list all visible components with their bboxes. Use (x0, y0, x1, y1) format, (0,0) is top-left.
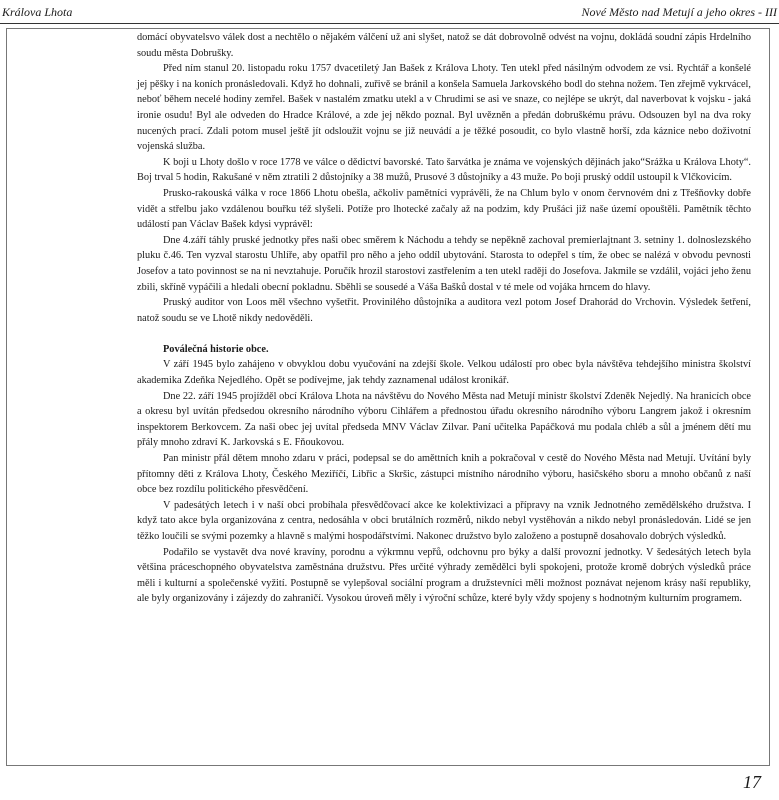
article-body (137, 30, 751, 607)
paragraph: Pruský auditor von Loos měl všechno vyšetřit. Provinilého důstojníka a auditora vezl potom Josef Drahorád do Vrchovin. Výsledek šetření, natož soudu se ve Lhotě nikdy nedověděli. (137, 297, 751, 324)
paragraph: V padesátých letech i v naší obci probíhala přesvědčovací akce ke kolektivizaci a přípravy na vznik Jednotného zemědělského družstva. I když tato akce byla organizována z centra, nedosáhla v obci brutálních rozměrů, nikdo nebyl vystěhován a nikdo nebyl pronásledován. Lidé se jen těžko loučili se svými pozemky a hlavně s malými hospodářstvími. Nakonec družstvo bylo založeno a postupně dosahovalo dobrých výsledků. (137, 499, 751, 542)
paragraph: Před ním stanul 20. listopadu roku 1757 dvacetiletý Jan Bašek z Králova Lhoty. Ten utekl před násilným odvodem ze vsi. Rychtář a konšelé jej pěšky i na koních pronásledovali. Když ho dohnali, zuřivě se bránil a konšela Samuela Jarkovského bodl do stehna nožem. Ten zřejmě vykrvácel, neboť během necelé hodiny zemřel. Bašek v nastalém zmatku utekl a v Chrudimi se asi ve snaze, co nejlépe se ukrýt, dal naverbovat k vojsku - jaká ironie osudu! Byl ale odveden do Hradce Králové, a zde jej někdo poznal. Byl uvězněn a předán dobruškému právu. Odsouzen byl na dva roky nucených prací. Zdali potom musel ještě jít odsloužit vojnu se již neuvádí a je těžké posoudit, co bylo vlastně horší, zda káznice nebo doživotní vojenská služba. (137, 63, 751, 153)
header-right-title: Nové Město nad Metují a jeho okres - III (581, 5, 777, 19)
header-rule (0, 23, 779, 24)
paragraph: domácí obyvatelsvo válek dost a nechtělo o nějakém válčení už ani slyšet, natož se dát dobrovolně odvést na vojnu, dokládá soudní zápis Hrdelního soudu města Dobrušky. (137, 32, 751, 59)
header-left-title: Králova Lhota (2, 5, 73, 19)
paragraph: Dne 22. září 1945 projížděl obcí Králova Lhota na návštěvu do Nového Města nad Metují ministr školství Zdeněk Nejedlý. Na hranicích obce a okresu byl uvítán předsedou okresního národního výboru Cihlářem a přednostou úřadu okresního národního výboru Langrem jakož i okresním inspektorem Berkovcem. Za naši obec jej uvítal předseda MNV Václav Zilvar. Paní učitelka Papáčková mu podala chléb a sůl a jménem dětí mu přály mnoho zdraví K. Jarkovská s E. Fňoukovou. (137, 390, 751, 449)
paragraph: K boji u Lhoty došlo v roce 1778 ve válce o dědictví bavorské. Tato šarvátka je známa ve vojenských dějinách jako“Srážka u Králova Lhoty“. Boj trval 5 hodin, Rakušané v něm ztratili 2 důstojníky a 38 mužů, Prusové 3 důstojníky a 43 muže. Po boji pruský oddíl ustoupil k Vlčkovicím. (137, 156, 751, 184)
paragraph: V září 1945 bylo zahájeno v obvyklou dobu vyučování na zdejší škole. Velkou událostí pro obec byla návštěva tehdejšího ministra školství akademika Zdeňka Nejedlého. Opět se podívejme, jak tehdy zaznamenal událost kronikář. (137, 359, 751, 387)
paragraph: Dne 4.září táhly pruské jednotky přes naši obec směrem k Náchodu a tehdy se nepěkně zachoval premierlajtnant 3. setniny 1. dolnoslezského pluku č.46. Ten vyzval starostu Uhlíře, aby opatřil pro něho a jeho oddíl ubytování. Starosta to odepřel s tím, že obec se nalézá v obvodu pevnosti Josefov a tato povinnost se na ni nevztahuje. Poručík hrozil starostovi zastřelením a ten utekl raději do Josefova. Jakmile se vzdálil, vojáci jeho ženu zbili, skříně vypáčili a hledali obecní pokladnu. Sběhli se sousedé a Váša Bašků dostal v té mele od vojáka hrncem do hlavy. (137, 234, 751, 293)
page-number: 17 (743, 772, 761, 792)
running-header (2, 4, 777, 20)
paragraph: Podařilo se vystavět dva nové kravíny, porodnu a výkrmnu vepřů, odchovnu pro býky a další provozní jednotky. V šedesátých letech byla většina práceschopného obyvatelstva zaměstnána družstvu. Přes určité výhrady zemědělci byli spokojeni, protože kromě dobrých výsledků práce měli i kulturní a společenské vyžití. Postupně se vylepšoval sociální program a družstevníci měli možnost poznávat nejenom krásy naší republiky, ale byly organizovány i zájezdy do zahraničí. Vysokou úroveň měly i výroční schůze, které byly vždy spojeny s hodnotným kulturním programem. (137, 546, 751, 605)
section-spacer (137, 326, 751, 342)
section-heading: Poválečná historie obce. (163, 343, 269, 355)
paragraph: Pan ministr přál dětem mnoho zdaru v práci, podepsal se do aměttních knih a pokračoval v cestě do Nového Města nad Metují. Uvítání byly přítomny děti z Králova Lhoty, Českého Meziříčí, Libřic a Skršic, zástupci místního národního výboru, hasičského sboru a mnoho občanů z naší obce bez rozdílu politického přesvědčení. (137, 453, 751, 496)
paragraph: Prusko-rakouská válka v roce 1866 Lhotu obešla, ačkoliv pamětníci vyprávěli, že na Chlum bylo v onom červnovém dni z Třešňovky dobře vidět a střelbu jako vzdálenou bouřku též slyšeli. Potíže pro lhotecké začaly až na podzim, kdy Prušáci již naše území opouštěli. Pamětník těchto událostí pan Václav Bašek kdysi vyprávěl: (137, 187, 751, 231)
